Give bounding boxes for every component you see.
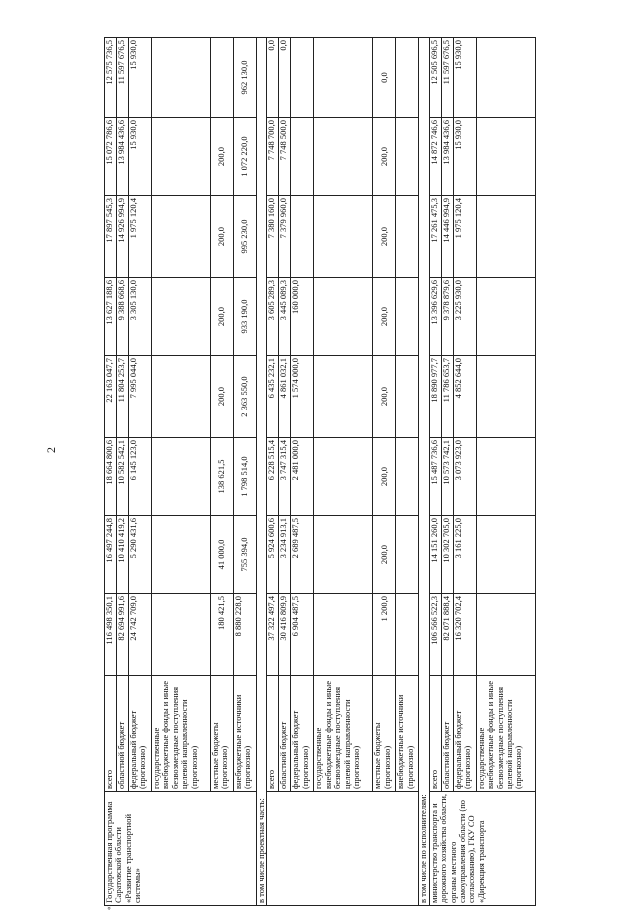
table-row <box>211 38 234 906</box>
amount-cell: 200,0 <box>211 196 234 278</box>
amount-cell: 2 481 000,0 <box>291 438 314 516</box>
amount-cell: 15 930,0 <box>453 38 476 118</box>
amount-cell: 933 190,0 <box>234 278 257 356</box>
amount-cell <box>476 356 535 438</box>
table-row <box>152 38 211 906</box>
amount-cell: 15 930,0 <box>129 118 152 196</box>
amount-cell <box>152 438 211 516</box>
amount-cell: 15 487 736,6 <box>429 438 441 516</box>
amount-cell: 200,0 <box>211 278 234 356</box>
amount-cell: 7 995 044,0 <box>129 356 152 438</box>
funding-source-label: областной бюджет <box>441 676 453 792</box>
amount-cell: 9 378 879,6 <box>441 278 453 356</box>
amount-cell <box>152 278 211 356</box>
table-row <box>279 38 291 906</box>
amount-cell: 24 742 709,0 <box>129 594 152 676</box>
funding-source-label: внебюджетные источники (прогнозно) <box>396 676 419 792</box>
page-number: 2 <box>45 447 57 453</box>
amount-cell <box>476 438 535 516</box>
amount-cell <box>152 38 211 118</box>
amount-cell: 3 605 289,3 <box>267 278 279 356</box>
table-row <box>429 38 441 906</box>
amount-cell: 6 904 487,5 <box>291 594 314 676</box>
table-row <box>396 38 419 906</box>
amount-cell: 82 071 888,4 <box>441 594 453 676</box>
amount-cell: 200,0 <box>373 438 396 516</box>
amount-cell: 13 984 436,6 <box>441 118 453 196</box>
amount-cell <box>476 118 535 196</box>
amount-cell: 7 380 160,0 <box>267 196 279 278</box>
amount-cell <box>396 594 419 676</box>
table-row <box>105 38 117 906</box>
section-header-row <box>419 38 429 906</box>
table-row <box>314 38 373 906</box>
table-row <box>441 38 453 906</box>
amount-cell: 755 394,0 <box>234 516 257 594</box>
amount-cell: 6 228 515,4 <box>267 438 279 516</box>
amount-cell <box>314 516 373 594</box>
amount-cell <box>476 38 535 118</box>
amount-cell: 1 798 514,0 <box>234 438 257 516</box>
table-row <box>129 38 152 906</box>
amount-cell: 138 621,5 <box>211 438 234 516</box>
amount-cell <box>396 38 419 118</box>
amount-cell <box>314 38 373 118</box>
funding-source-label: всего <box>429 676 441 792</box>
funding-source-label: внебюджетные источники (прогнозно) <box>234 676 257 792</box>
table-row <box>291 38 314 906</box>
amount-cell <box>476 196 535 278</box>
amount-cell: 15 930,0 <box>453 118 476 196</box>
amount-cell: 1 574 000,0 <box>291 356 314 438</box>
amount-cell: 10 582 542,1 <box>117 438 129 516</box>
amount-cell: 7 748 500,0 <box>279 118 291 196</box>
empty-cell <box>267 792 419 906</box>
amount-cell: 9 388 668,6 <box>117 278 129 356</box>
amount-cell <box>396 278 419 356</box>
amount-cell: 22 163 047,7 <box>105 356 117 438</box>
funding-source-label: всего <box>105 676 117 792</box>
amount-cell <box>396 356 419 438</box>
amount-cell <box>314 118 373 196</box>
rotated-table-frame <box>104 38 512 906</box>
amount-cell: 13 984 436,6 <box>117 118 129 196</box>
amount-cell <box>152 196 211 278</box>
amount-cell <box>396 118 419 196</box>
amount-cell <box>396 438 419 516</box>
amount-cell: 18 664 800,6 <box>105 438 117 516</box>
funding-source-label: местные бюджеты (прогнозно) <box>211 676 234 792</box>
amount-cell: 14 446 994,9 <box>441 196 453 278</box>
executor-cell: министерство транспорта и дорожного хозяйства области, органы местного самоуправления области (по согласованию), ГКУ СО «Дирекция транспорта <box>429 792 535 906</box>
amount-cell: 116 498 350,1 <box>105 594 117 676</box>
amount-cell: 15 930,0 <box>129 38 152 118</box>
section-header: в том числе по исполнителям: <box>419 38 429 906</box>
amount-cell <box>396 196 419 278</box>
amount-cell: 180 421,5 <box>211 594 234 676</box>
amount-cell: 10 573 742,1 <box>441 438 453 516</box>
amount-cell: 2 689 487,5 <box>291 516 314 594</box>
amount-cell: 1 975 120,4 <box>453 196 476 278</box>
amount-cell: 13 396 629,6 <box>429 278 441 356</box>
amount-cell: 5 924 600,6 <box>267 516 279 594</box>
amount-cell: 1 072 220,0 <box>234 118 257 196</box>
table-row <box>373 38 396 906</box>
amount-cell: 0,0 <box>373 38 396 118</box>
amount-cell: 200,0 <box>373 278 396 356</box>
amount-cell: 160 000,0 <box>291 278 314 356</box>
funding-source-label: местные бюджеты (прогнозно) <box>373 676 396 792</box>
amount-cell: 82 694 991,6 <box>117 594 129 676</box>
amount-cell: 4 861 032,1 <box>279 356 291 438</box>
amount-cell: 3 305 130,0 <box>129 278 152 356</box>
funding-source-label: федеральный бюджет (прогнозно) <box>291 676 314 792</box>
amount-cell: 11 597 676,5 <box>441 38 453 118</box>
amount-cell: 10 410 419,2 <box>117 516 129 594</box>
amount-cell: 4 852 644,0 <box>453 356 476 438</box>
amount-cell: 3 161 225,0 <box>453 516 476 594</box>
amount-cell: 30 416 809,9 <box>279 594 291 676</box>
amount-cell: 0,0 <box>267 38 279 118</box>
amount-cell: 1 200,0 <box>373 594 396 676</box>
program-name: Государственная программа Саратовской области «Развитие транспортной системы» <box>104 801 142 903</box>
amount-cell: 18 890 977,7 <box>429 356 441 438</box>
amount-cell: 16 497 244,8 <box>105 516 117 594</box>
amount-cell: 0,0 <box>279 38 291 118</box>
amount-cell: 2 363 550,0 <box>234 356 257 438</box>
amount-cell <box>314 278 373 356</box>
amount-cell: 14 151 260,0 <box>429 516 441 594</box>
amount-cell: 200,0 <box>211 356 234 438</box>
amount-cell: 17 261 475,3 <box>429 196 441 278</box>
amount-cell: 13 627 188,6 <box>105 278 117 356</box>
amount-cell <box>476 594 535 676</box>
amount-cell: 200,0 <box>373 516 396 594</box>
funding-source-label: федеральный бюджет (прогнозно) <box>129 676 152 792</box>
table-row <box>234 38 257 906</box>
amount-cell: 995 230,0 <box>234 196 257 278</box>
amount-cell: 10 302 705,0 <box>441 516 453 594</box>
row-marker: « <box>105 907 114 910</box>
amount-cell: 8 880 228,0 <box>234 594 257 676</box>
amount-cell <box>291 38 314 118</box>
amount-cell <box>152 118 211 196</box>
amount-cell: 3 445 089,3 <box>279 278 291 356</box>
funding-source-label: областной бюджет <box>279 676 291 792</box>
amount-cell <box>314 438 373 516</box>
amount-cell: 3 225 930,0 <box>453 278 476 356</box>
rotated-table-content <box>104 38 512 906</box>
section-header-row <box>257 38 267 906</box>
amount-cell: 6 435 232,1 <box>267 356 279 438</box>
amount-cell: 37 322 497,4 <box>267 594 279 676</box>
amount-cell <box>314 196 373 278</box>
amount-cell: 1 975 120,4 <box>129 196 152 278</box>
amount-cell <box>152 356 211 438</box>
section-header: в том числе проектная часть: <box>257 38 267 906</box>
amount-cell <box>291 118 314 196</box>
amount-cell: 17 897 545,3 <box>105 196 117 278</box>
amount-cell: 200,0 <box>373 356 396 438</box>
program-name-cell <box>105 792 257 906</box>
amount-cell: 11 597 676,5 <box>117 38 129 118</box>
amount-cell: 16 320 702,4 <box>453 594 476 676</box>
amount-cell: 106 566 522,3 <box>429 594 441 676</box>
amount-cell: 41 000,0 <box>211 516 234 594</box>
funding-source-label: областной бюджет <box>117 676 129 792</box>
amount-cell: 200,0 <box>373 118 396 196</box>
amount-cell: 3 234 913,1 <box>279 516 291 594</box>
amount-cell <box>291 196 314 278</box>
amount-cell <box>476 278 535 356</box>
funding-source-label: государственные внебюджетные фонды и иные безвозмездные поступления целевой направленности (прогнозно) <box>476 676 535 792</box>
program-funding-table <box>104 37 536 906</box>
amount-cell: 11 804 253,7 <box>117 356 129 438</box>
table-row <box>267 38 279 906</box>
amount-cell: 11 786 653,7 <box>441 356 453 438</box>
funding-source-label: федеральный бюджет (прогнозно) <box>453 676 476 792</box>
table-row <box>476 38 535 906</box>
table-row <box>453 38 476 906</box>
amount-cell: 14 872 746,6 <box>429 118 441 196</box>
amount-cell <box>152 594 211 676</box>
amount-cell <box>314 594 373 676</box>
amount-cell: 3 747 315,4 <box>279 438 291 516</box>
amount-cell: 200,0 <box>373 196 396 278</box>
amount-cell <box>396 516 419 594</box>
amount-cell: 7 748 700,0 <box>267 118 279 196</box>
amount-cell: 12 505 696,5 <box>429 38 441 118</box>
amount-cell <box>211 38 234 118</box>
amount-cell: 5 290 431,6 <box>129 516 152 594</box>
amount-cell: 3 073 923,0 <box>453 438 476 516</box>
amount-cell: 6 145 123,0 <box>129 438 152 516</box>
funding-source-label: государственные внебюджетные фонды и иные безвозмездные поступления целевой направленности (прогнозно) <box>152 676 211 792</box>
amount-cell <box>476 516 535 594</box>
funding-source-label: государственные внебюджетные фонды и иные безвозмездные поступления целевой направленности (прогнозно) <box>314 676 373 792</box>
table-row <box>117 38 129 906</box>
table-body <box>105 38 536 906</box>
amount-cell: 7 379 960,0 <box>279 196 291 278</box>
amount-cell <box>314 356 373 438</box>
funding-source-label: всего <box>267 676 279 792</box>
amount-cell: 200,0 <box>211 118 234 196</box>
amount-cell: 962 130,0 <box>234 38 257 118</box>
amount-cell: 15 072 786,6 <box>105 118 117 196</box>
amount-cell: 14 926 994,9 <box>117 196 129 278</box>
amount-cell <box>152 516 211 594</box>
amount-cell: 12 575 736,5 <box>105 38 117 118</box>
